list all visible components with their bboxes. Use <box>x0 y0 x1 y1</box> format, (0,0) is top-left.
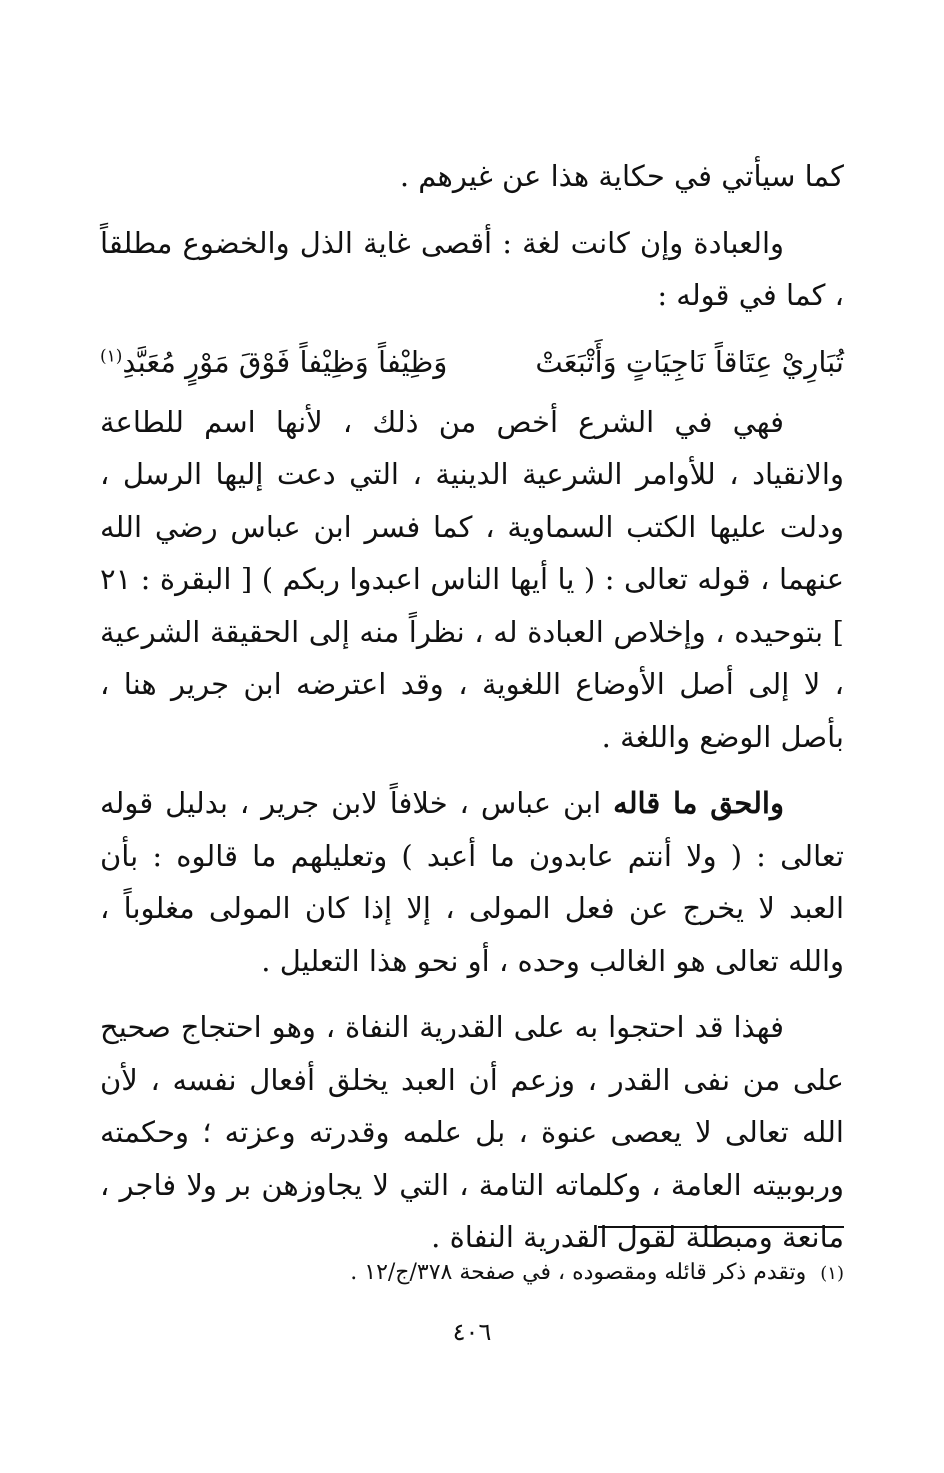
footnote-marker: (١) <box>100 345 123 366</box>
poem-second-hemistich: وَظِيْفاً وَظِيْفاً فَوْقَ مَوْرٍ مُعَبَّدِ <box>122 344 448 379</box>
paragraph-ibn-abbas-text: ابن عباس ، خلافاً لابن جرير ، بدليل قوله تعالى : ( ولا أنتم عابدون ما أعبد ) وتعليلهم ما قالوه : بأن العبد لا يخرج عن فعل المولى ، إلا إذا كان المولى مغلوباً ، والله تعالى هو الغالب وحده ، أو نحو هذا التعليل . <box>100 786 844 978</box>
paragraph-qadariyya: فهذا قد احتجوا به على القدرية النفاة ، وهو احتجاج صحيح على من نفى القدر ، وزعم أن العبد يخلق أفعال نفسه ، لأن الله تعالى لا يعصى عنوة ، بل علمه وقدرته وعزته ؛ وحكمته وربوبيته العامة ، وكلماته التامة ، التي لا يجاوزهن بر ولا فاجر ، مانعة ومبطلة لقول القدرية النفاة . <box>100 1010 844 1254</box>
paragraph-sharia-meaning: فهي في الشرع أخص من ذلك ، لأنها اسم للطاعة والانقياد ، للأوامر الشرعية الدينية ، التي دعت إليها الرسل ، ودلت عليها الكتب السماوية ، كما فسر ابن عباس رضي الله عنهما ، قوله تعالى : ( يا أيها الناس اعبدوا ربكم ) [ البقرة : ٢١ ] بتوحيده ، وإخلاص العبادة له ، نظراً منه إلى الحقيقة الشرعية ، لا إلى أصل الأوضاع اللغوية ، وقد اعترضه ابن جرير هنا ، بأصل الوضع واللغة . <box>100 404 845 754</box>
footnote-divider <box>598 1226 844 1228</box>
poem-verse <box>100 336 844 388</box>
paragraph-worship-definition: والعبادة وإن كانت لغة : أقصى غاية الذل والخضوع مطلقاً ، كما في قوله : <box>100 225 844 312</box>
page-number: ٤٠٦ <box>452 1318 492 1346</box>
footnote-number: (١) <box>820 1263 844 1284</box>
poem-second-hemistich-wrap <box>100 336 447 388</box>
main-text <box>100 150 844 1278</box>
footnote <box>100 1255 844 1292</box>
footnote-text: وتقدم ذكر قائله ومقصوده ، في صفحة ٣٧٨/ج/١٢ . <box>350 1260 807 1285</box>
bold-lead-phrase: والحق ما قاله <box>613 786 784 820</box>
paragraph-ibn-abbas <box>100 777 844 987</box>
paragraph-continuation: كما سيأتي في حكاية هذا عن غيرهم . <box>399 159 844 193</box>
poem-first-hemistich: تُبَارِيْ عِتَاقاً نَاجِيَاتٍ وَأَتْبَعَتْ <box>535 344 844 379</box>
